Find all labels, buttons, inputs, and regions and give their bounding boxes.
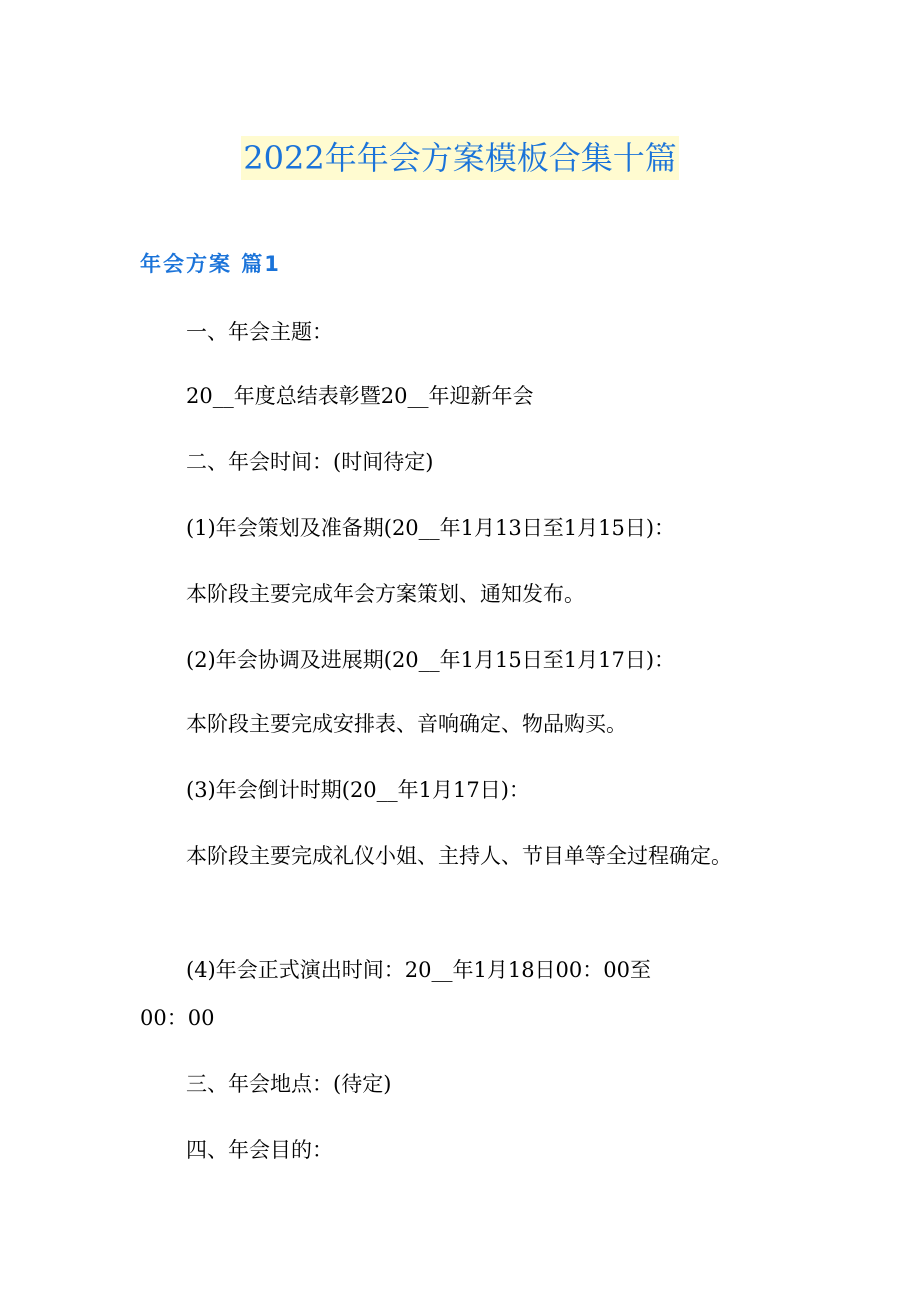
paragraph-phase-1-desc: 本阶段主要完成年会方案策划、通知发布。 bbox=[186, 582, 585, 606]
paragraph-theme: 20__年度总结表彰暨20__年迎新年会 bbox=[186, 384, 534, 408]
paragraph-phase-2-desc: 本阶段主要完成安排表、音响确定、物品购买。 bbox=[186, 712, 627, 736]
paragraph-phase-3: (3)年会倒计时期(20__年1月17日)： bbox=[186, 778, 530, 802]
paragraph-phase-2: (2)年会协调及进展期(20__年1月15日至1月17日)： bbox=[186, 648, 676, 672]
title-container bbox=[0, 136, 920, 180]
paragraph-location: 三、年会地点：(待定) bbox=[186, 1072, 392, 1096]
document-title: 2022年年会方案模板合集十篇 bbox=[241, 136, 678, 180]
section-heading: 年会方案 篇1 bbox=[140, 252, 281, 276]
paragraph-purpose-heading: 四、年会目的： bbox=[186, 1138, 333, 1162]
paragraph-time-heading: 二、年会时间：(时间待定) bbox=[186, 450, 434, 474]
paragraph-phase-3-desc: 本阶段主要完成礼仪小姐、主持人、节目单等全过程确定。 bbox=[186, 844, 732, 868]
paragraph-phase-4: (4)年会正式演出时间：20__年1月18日00：00至 bbox=[186, 958, 651, 982]
paragraph-phase-1: (1)年会策划及准备期(20__年1月13日至1月15日)： bbox=[186, 516, 676, 540]
paragraph-theme-heading: 一、年会主题： bbox=[186, 320, 333, 344]
paragraph-phase-4-cont: 00：00 bbox=[140, 1006, 215, 1030]
